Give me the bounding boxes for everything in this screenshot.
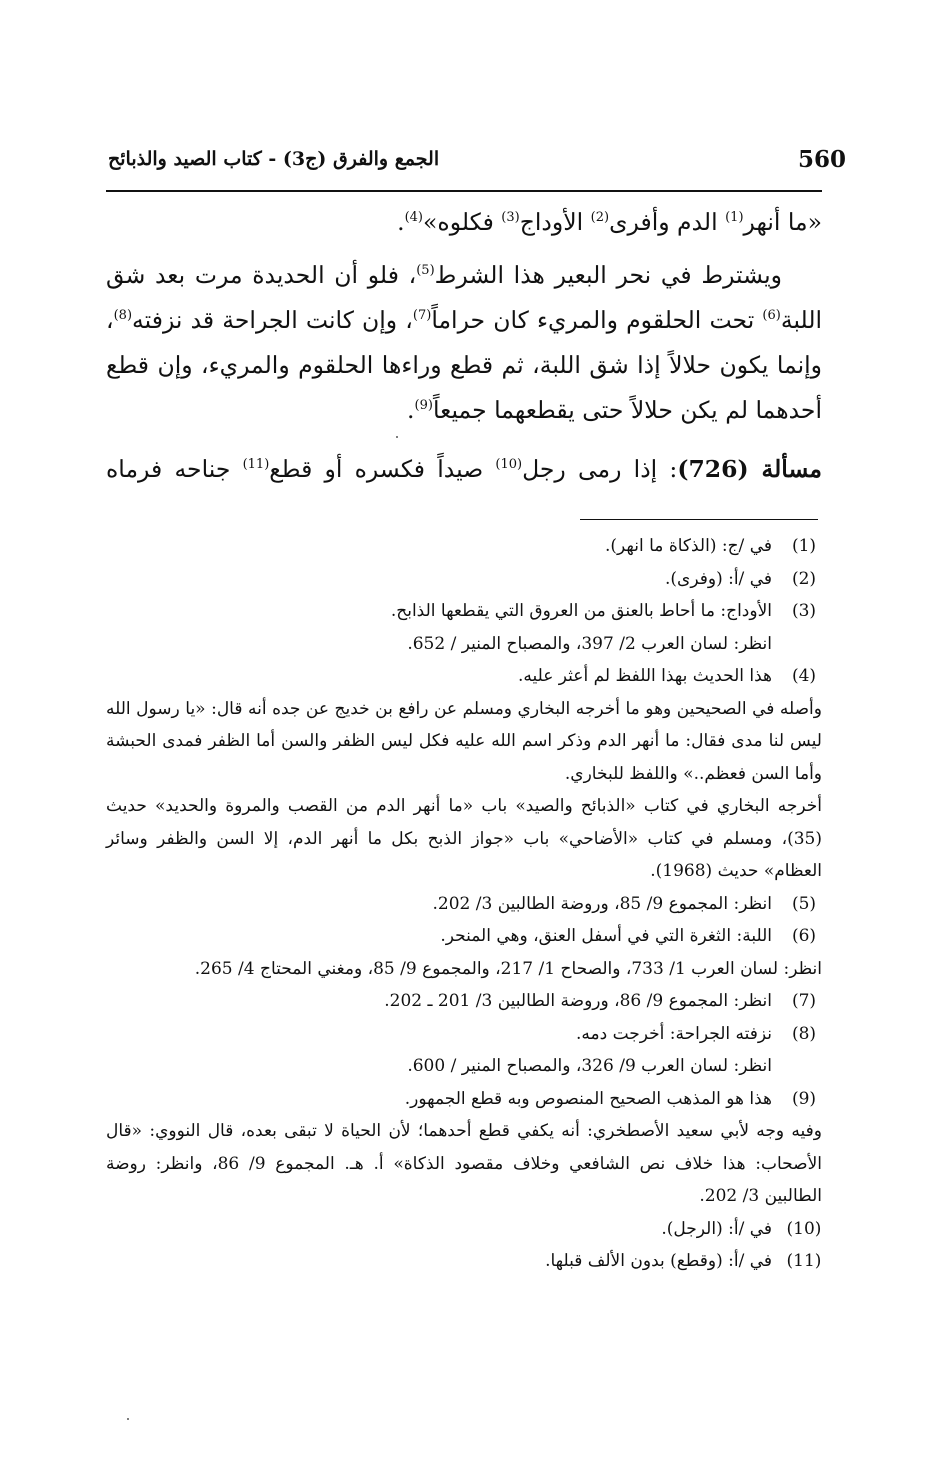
footnote-ref[interactable]: (4) (404, 210, 423, 226)
text: تحت الحلقوم والمريء كان حراماً (431, 306, 763, 334)
running-title: الجمع والفرق (ج3) - كتاب الصيد والذبائح (108, 148, 440, 170)
text: ، وإن كانت الجراحة قد نزفته (132, 306, 413, 334)
footnote-number: (11) (786, 1251, 822, 1271)
footnote-6 (106, 920, 822, 953)
footnote-11 (106, 1245, 822, 1278)
footnote-text: في /ج: (الذكاة ما انهر). (605, 536, 772, 556)
footnote-text: هذا الحديث بهذا اللفظ لم أعثر عليه. (517, 666, 772, 686)
footnote-ref[interactable]: (11) (242, 457, 270, 473)
footnote-number: (1) (791, 536, 817, 556)
text: . (397, 208, 405, 236)
footnote-text: اللبة: الثغرة التي في أسفل العنق، وهي المنحر. (440, 926, 772, 946)
footnote-text: انظر: المجموع 9/ 86، وروضة الطالبين 3/ 201 ـ 202. (384, 991, 772, 1011)
footnote-3 (106, 595, 822, 660)
footnote-text (106, 595, 772, 660)
footnote-line: انظر: لسان العرب 9/ 326، والمصباح المنير / 600. (407, 1056, 772, 1076)
footnote-line: انظر: لسان العرب 2/ 397، والمصباح المنير / 652. (407, 633, 772, 654)
masala-label: مسألة (726) (677, 455, 823, 483)
footnote-4 (106, 660, 822, 693)
footnote-4-continuation: وأصله في الصحيحين وهو ما أخرجه البخاري ومسلم عن رافع بن خديج عن جده أنه قال: «يا رسول الله ليس لنا مدى فقال: ما أنهر الدم وذكر اسم الله عليه فكل ليس الظفر والسن أما الظفر فمدى الحبشة وأما السن فعظم..» واللفظ للبخاري. (106, 698, 822, 784)
footnote-5 (106, 888, 822, 921)
footnote-ref[interactable]: (10) (495, 457, 523, 473)
footnote-7 (106, 985, 822, 1018)
footnote-9-continuation: وفيه وجه لأبي سعيد الأصطخري: أنه يكفي قطع أحدهما؛ لأن الحياة لا تبقى بعده، قال النووي: «قال الأصحاب: هذا خلاف نص الشافعي وخلاف مقصود الذكاة» أ. هـ. المجموع 9/ 86، وانظر: روضة الطالبين 3/ 202. (106, 1121, 822, 1206)
footnote-text: في /أ: (وقطع) بدون الألف قبلها. (545, 1251, 772, 1271)
footnote-ref[interactable]: (1) (725, 210, 744, 226)
footnote-text: انظر: المجموع 9/ 85، وروضة الطالبين 3/ 202. (432, 893, 772, 914)
footnote-number: (5) (791, 893, 817, 914)
text: الأوداج (519, 208, 591, 236)
footnote-8 (106, 1018, 822, 1083)
footnote-number: (3) (791, 601, 817, 621)
text: فكلوه» (423, 208, 502, 236)
page-header (108, 140, 847, 184)
footnote-ref[interactable]: (6) (762, 308, 781, 324)
scan-speck (396, 436, 398, 438)
footnote-number: (10) (786, 1218, 822, 1239)
footnote-line: الأوداج: ما أحاط بالعنق من العروق التي يقطعها الذابح. (390, 601, 772, 621)
text: : إذا رمى رجل (522, 455, 678, 483)
footnotes (106, 530, 822, 1278)
footnote-9 (106, 1083, 822, 1116)
footnote-ref[interactable]: (3) (501, 210, 520, 226)
header-rule (106, 190, 822, 192)
footnote-number: (9) (791, 1088, 817, 1109)
text: صيداً فكسره أو قطع (269, 455, 496, 483)
footnote-text: هذا هو المذهب الصحيح المنصوص وبه قطع الجمهور. (404, 1088, 772, 1109)
masala-heading-line (106, 447, 822, 492)
page-number: 560 (798, 146, 847, 173)
body-paragraph (106, 253, 822, 433)
text: «ما أنهر (743, 208, 822, 236)
footnote-number: (8) (791, 1023, 817, 1044)
text: ، وإنما يكون حلالاً إذا شق اللبة، ثم قطع وراءها الحلقوم والمريء، وإن قطع أحدهما لم يكن حلالاً حتى يقطعهما جميعاً (106, 306, 822, 424)
footnote-number: (2) (791, 568, 817, 589)
footnote-10 (106, 1213, 822, 1246)
scan-speck (127, 1418, 129, 1420)
footnote-ref[interactable]: (5) (416, 263, 435, 279)
footnote-text: في /أ: (وفرى). (665, 568, 772, 589)
footnote-number: (7) (791, 991, 817, 1011)
hadith-line (106, 200, 822, 245)
text: ويشترط في نحر البعير هذا الشرط (434, 261, 782, 289)
footnote-ref[interactable]: (9) (414, 398, 433, 414)
text: جناحه فرماه (106, 455, 243, 483)
footnote-ref[interactable]: (2) (590, 210, 610, 226)
text: . (407, 396, 415, 424)
footnote-4-continuation: أخرجه البخاري في كتاب «الذبائح والصيد» باب «ما أنهر الدم من القصب والمروة والحديد» حديث (35)، ومسلم في كتاب «الأضاحي» باب «جواز الذبح بكل ما أنهر الدم، إلا السن والظفر وسائر العظام» حديث (1968). (106, 796, 822, 881)
footnote-text (106, 1018, 772, 1083)
footnote-2 (106, 563, 822, 596)
footnote-separator (580, 519, 818, 520)
footnote-ref[interactable]: (8) (113, 308, 133, 324)
footnote-ref[interactable]: (7) (412, 308, 432, 324)
main-text (106, 200, 822, 492)
text: ، فلو أن الحديدة مرت بعد شق اللبة (106, 261, 823, 334)
text: الدم وأفرى (609, 208, 726, 236)
footnote-1 (106, 530, 822, 563)
footnote-line: نزفته الجراحة: أخرجت دمه. (575, 1023, 772, 1044)
footnote-text: في /أ: (الرجل). (661, 1218, 772, 1239)
footnote-number: (4) (791, 666, 817, 686)
footnote-number: (6) (791, 926, 817, 946)
footnote-6-continuation: انظر: لسان العرب 1/ 733، والصحاح 1/ 217، والمجموع 9/ 85، ومغني المحتاج 4/ 265. (194, 958, 822, 979)
